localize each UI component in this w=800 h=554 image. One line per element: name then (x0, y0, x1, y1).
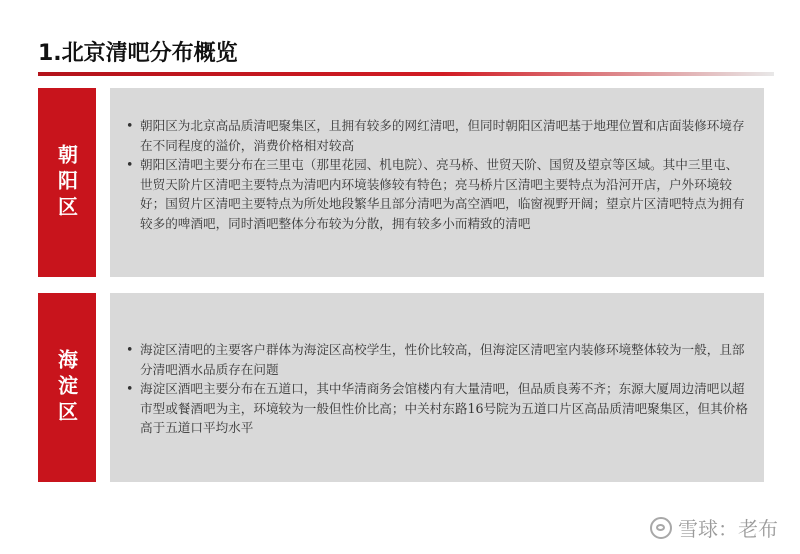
watermark-text: 雪球：老布 (678, 517, 778, 541)
section-label-text: 海淀区 (54, 348, 79, 427)
bullet-list (126, 340, 750, 438)
list-item: • 海淀区酒吧主要分布在五道口，其中华清商务会馆楼内有大量清吧，但品质良莠不齐；东源大厦周边清吧以超市型或餐酒吧为主，环境较为一般但性价比高；中关村东路16号院为五道口片区高品质清吧聚集区，但其价格高于五道口平均水平 (126, 379, 750, 438)
title-divider (38, 72, 774, 76)
bullet-list (126, 116, 750, 233)
section-content-chaoyang (110, 88, 764, 277)
watermark (650, 513, 778, 542)
section-label-haidian (38, 293, 96, 482)
list-item: • 海淀区清吧的主要客户群体为海淀区高校学生，性价比较高，但海淀区清吧室内装修环境整体较为一般，且部分清吧酒水品质存在问题 (126, 340, 750, 379)
section-label-chaoyang (38, 88, 96, 277)
snowball-logo-icon (650, 517, 672, 539)
page-title: 1.北京清吧分布概览 (38, 41, 238, 66)
section-content-haidian (110, 293, 764, 482)
list-item: • 朝阳区清吧主要分布在三里屯（那里花园、机电院）、亮马桥、世贸天阶、国贸及望京等区域。其中三里屯、世贸天阶片区清吧主要特点为清吧内环境装修较有特色；亮马桥片区清吧主要特点为沿河开店，户外环境较好；国贸片区清吧主要特点为所处地段繁华且部分清吧为高空酒吧，临窗视野开阔；望京片区清吧特点为拥有较多的啤酒吧，同时酒吧整体分布较为分散，拥有较多小而精致的清吧 (126, 155, 750, 233)
section-haidian (38, 293, 764, 482)
list-item: • 朝阳区为北京高品质清吧聚集区，且拥有较多的网红清吧，但同时朝阳区清吧基于地理位置和店面装修环境存在不同程度的溢价，消费价格相对较高 (126, 116, 750, 155)
section-chaoyang (38, 88, 764, 277)
section-label-text: 朝阳区 (54, 143, 79, 222)
